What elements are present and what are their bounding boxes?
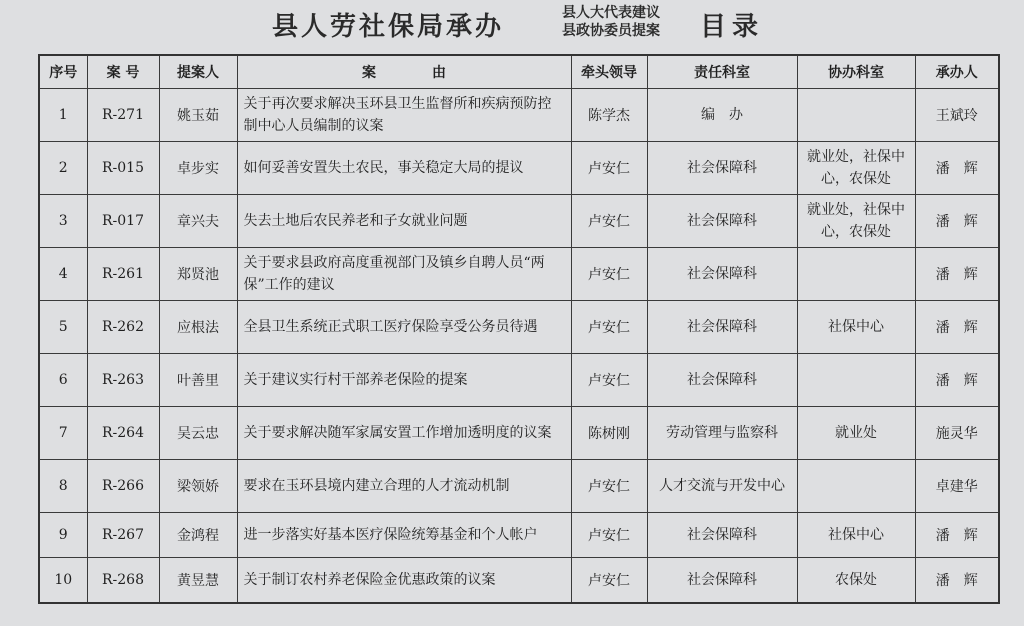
document-header [0,0,1024,48]
row-subject: 全县卫生系统正式职工医疗保险享受公务员待遇 [237,301,571,354]
row-case: R-268 [87,558,159,604]
row-dept: 社会保障科 [647,142,797,195]
row-assist: 社保中心 [797,513,915,558]
row-leader: 卢安仁 [571,301,647,354]
row-dept: 编 办 [647,89,797,142]
table-header-row [39,55,999,89]
table-row [39,142,999,195]
row-proposer: 郑贤池 [159,248,237,301]
row-no: 6 [39,354,87,407]
row-no: 9 [39,513,87,558]
row-proposer: 吴云忠 [159,407,237,460]
row-handler: 施灵华 [915,407,999,460]
row-proposer: 卓步实 [159,142,237,195]
row-no: 3 [39,195,87,248]
row-leader: 卢安仁 [571,354,647,407]
row-subject: 关于要求解决随军家属安置工作增加透明度的议案 [237,407,571,460]
row-handler: 潘 辉 [915,195,999,248]
col-header-case: 案 号 [87,55,159,89]
row-handler: 潘 辉 [915,354,999,407]
table-row [39,248,999,301]
table-row [39,558,999,604]
row-leader: 卢安仁 [571,195,647,248]
row-subject: 关于要求县政府高度重视部门及镇乡自聘人员“两保”工作的建议 [237,248,571,301]
document-title: 县人劳社保局承办 [272,12,505,42]
row-leader: 陈树刚 [571,407,647,460]
row-leader: 卢安仁 [571,513,647,558]
row-assist: 就业处，社保中心，农保处 [797,195,915,248]
row-case: R-267 [87,513,159,558]
row-no: 5 [39,301,87,354]
col-header-subject: 案 由 [237,55,571,89]
row-proposer: 姚玉茹 [159,89,237,142]
row-assist [797,354,915,407]
row-assist [797,248,915,301]
row-handler: 卓建华 [915,460,999,513]
row-subject: 如何妥善安置失土农民，事关稳定大局的提议 [237,142,571,195]
row-case: R-271 [87,89,159,142]
row-proposer: 叶善里 [159,354,237,407]
row-leader: 卢安仁 [571,248,647,301]
row-leader: 卢安仁 [571,558,647,604]
row-handler: 潘 辉 [915,513,999,558]
row-dept: 社会保障科 [647,301,797,354]
row-assist: 农保处 [797,558,915,604]
row-no: 8 [39,460,87,513]
row-subject: 关于制订农村养老保险金优惠政策的议案 [237,558,571,604]
row-assist: 社保中心 [797,301,915,354]
row-proposer: 梁领娇 [159,460,237,513]
row-case: R-017 [87,195,159,248]
row-dept: 社会保障科 [647,558,797,604]
row-subject: 关于建议实行村干部养老保险的提案 [237,354,571,407]
row-proposer: 黄昱慧 [159,558,237,604]
document-title-suffix: 目录 [700,12,765,42]
col-header-assist: 协办科室 [797,55,915,89]
row-subject: 要求在玉环县境内建立合理的人才流动机制 [237,460,571,513]
row-proposer: 章兴夫 [159,195,237,248]
row-case: R-263 [87,354,159,407]
row-dept: 社会保障科 [647,513,797,558]
row-case: R-262 [87,301,159,354]
row-leader: 卢安仁 [571,142,647,195]
row-assist [797,460,915,513]
row-handler: 潘 辉 [915,248,999,301]
row-proposer: 应根法 [159,301,237,354]
row-subject: 关于再次要求解决玉环县卫生监督所和疾病预防控制中心人员编制的议案 [237,89,571,142]
row-case: R-261 [87,248,159,301]
row-leader: 陈学杰 [571,89,647,142]
row-case: R-015 [87,142,159,195]
row-subject: 失去土地后农民养老和子女就业问题 [237,195,571,248]
row-case: R-264 [87,407,159,460]
subtitle-line-1: 县人大代表建议 [562,5,660,21]
row-leader: 卢安仁 [571,460,647,513]
row-no: 2 [39,142,87,195]
row-handler: 王斌玲 [915,89,999,142]
table-row [39,513,999,558]
col-header-dept: 责任科室 [647,55,797,89]
table-row [39,195,999,248]
row-dept: 劳动管理与监察科 [647,407,797,460]
row-no: 10 [39,558,87,604]
row-dept: 社会保障科 [647,354,797,407]
row-dept: 人才交流与开发中心 [647,460,797,513]
row-assist [797,89,915,142]
row-proposer: 金鸿程 [159,513,237,558]
table-row [39,407,999,460]
col-header-leader: 牵头领导 [571,55,647,89]
row-no: 4 [39,248,87,301]
col-header-handler: 承办人 [915,55,999,89]
subtitle-line-2: 县政协委员提案 [562,23,660,39]
row-assist: 就业处 [797,407,915,460]
row-no: 7 [39,407,87,460]
table-row [39,89,999,142]
proposal-table [38,54,1000,604]
row-handler: 潘 辉 [915,558,999,604]
row-case: R-266 [87,460,159,513]
row-assist: 就业处，社保中心，农保处 [797,142,915,195]
row-dept: 社会保障科 [647,248,797,301]
row-no: 1 [39,89,87,142]
table-row [39,460,999,513]
row-subject: 进一步落实好基本医疗保险统筹基金和个人帐户 [237,513,571,558]
table-row [39,354,999,407]
col-header-no: 序号 [39,55,87,89]
document-title-subtitle [562,4,660,40]
row-dept: 社会保障科 [647,195,797,248]
col-header-proposer: 提案人 [159,55,237,89]
row-handler: 潘 辉 [915,301,999,354]
table-row [39,301,999,354]
row-handler: 潘 辉 [915,142,999,195]
